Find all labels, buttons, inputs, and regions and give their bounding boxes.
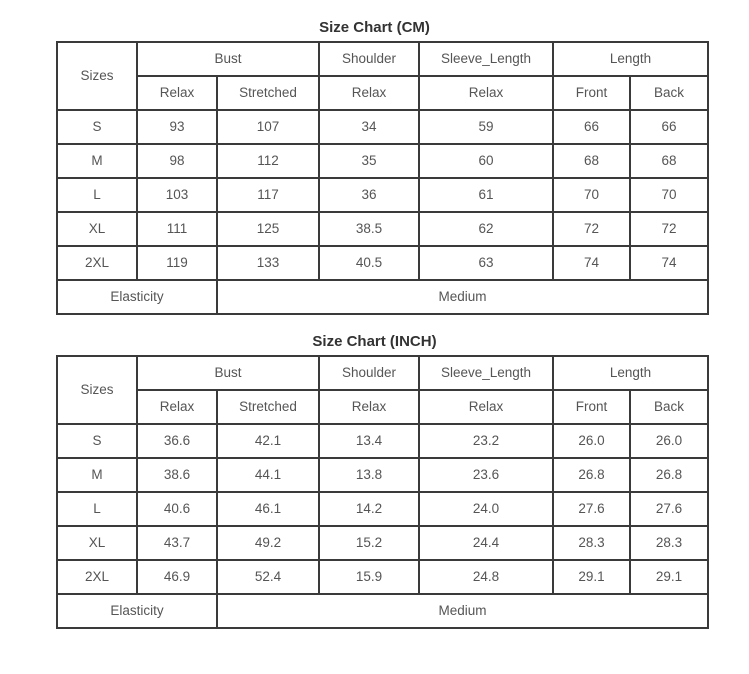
length-back-cell: 26.8 xyxy=(630,458,708,492)
subheader-row xyxy=(57,76,708,110)
shoulder-relax-subheader: Relax xyxy=(319,390,419,424)
bust-stretched-cell: 133 xyxy=(217,246,319,280)
bust-header: Bust xyxy=(137,356,319,390)
bust-stretched-cell: 42.1 xyxy=(217,424,319,458)
table-row xyxy=(57,246,708,280)
table-row xyxy=(57,178,708,212)
bust-stretched-cell: 46.1 xyxy=(217,492,319,526)
length-header: Length xyxy=(553,42,708,76)
sleeve-relax-subheader: Relax xyxy=(419,390,553,424)
bust-relax-cell: 119 xyxy=(137,246,217,280)
size-chart-inch-title: Size Chart (INCH) xyxy=(312,333,437,350)
sleeve-length-cell: 23.6 xyxy=(419,458,553,492)
bust-relax-cell: 98 xyxy=(137,144,217,178)
sleeve-length-cell: 23.2 xyxy=(419,424,553,458)
size-cell: L xyxy=(57,178,137,212)
length-front-cell: 26.8 xyxy=(553,458,630,492)
table-row xyxy=(57,144,708,178)
bust-relax-cell: 111 xyxy=(137,212,217,246)
sleeve-length-cell: 24.8 xyxy=(419,560,553,594)
size-cell: XL xyxy=(57,526,137,560)
bust-relax-subheader: Relax xyxy=(137,390,217,424)
shoulder-cell: 38.5 xyxy=(319,212,419,246)
bust-relax-cell: 93 xyxy=(137,110,217,144)
table-row xyxy=(57,560,708,594)
bust-stretched-cell: 117 xyxy=(217,178,319,212)
length-front-cell: 66 xyxy=(553,110,630,144)
length-front-cell: 26.0 xyxy=(553,424,630,458)
length-front-subheader: Front xyxy=(553,390,630,424)
elasticity-value: Medium xyxy=(217,594,708,628)
table-row xyxy=(57,492,708,526)
sleeve-length-cell: 59 xyxy=(419,110,553,144)
sleeve-length-cell: 60 xyxy=(419,144,553,178)
bust-stretched-cell: 112 xyxy=(217,144,319,178)
table-row xyxy=(57,212,708,246)
header-row xyxy=(57,356,708,390)
length-back-cell: 70 xyxy=(630,178,708,212)
subheader-row xyxy=(57,390,708,424)
size-cell: M xyxy=(57,144,137,178)
size-chart-cm-table xyxy=(56,41,709,315)
bust-stretched-cell: 125 xyxy=(217,212,319,246)
shoulder-header: Shoulder xyxy=(319,356,419,390)
sizes-header: Sizes xyxy=(57,356,137,424)
table-row xyxy=(57,458,708,492)
bust-stretched-cell: 107 xyxy=(217,110,319,144)
shoulder-cell: 35 xyxy=(319,144,419,178)
size-cell: L xyxy=(57,492,137,526)
shoulder-cell: 34 xyxy=(319,110,419,144)
bust-stretched-subheader: Stretched xyxy=(217,390,319,424)
sleeve-relax-subheader: Relax xyxy=(419,76,553,110)
length-back-cell: 26.0 xyxy=(630,424,708,458)
sizes-header: Sizes xyxy=(57,42,137,110)
length-back-cell: 68 xyxy=(630,144,708,178)
elasticity-row xyxy=(57,280,708,314)
length-front-subheader: Front xyxy=(553,76,630,110)
bust-stretched-subheader: Stretched xyxy=(217,76,319,110)
length-back-cell: 27.6 xyxy=(630,492,708,526)
elasticity-label: Elasticity xyxy=(57,280,217,314)
sleeve-length-cell: 24.4 xyxy=(419,526,553,560)
length-front-cell: 74 xyxy=(553,246,630,280)
size-chart-inch-table xyxy=(56,355,709,629)
length-front-cell: 70 xyxy=(553,178,630,212)
sleeve-length-cell: 24.0 xyxy=(419,492,553,526)
shoulder-cell: 15.2 xyxy=(319,526,419,560)
bust-relax-cell: 103 xyxy=(137,178,217,212)
size-chart-cm-title: Size Chart (CM) xyxy=(319,19,430,36)
bust-header: Bust xyxy=(137,42,319,76)
size-cell: 2XL xyxy=(57,560,137,594)
bust-relax-cell: 40.6 xyxy=(137,492,217,526)
size-cell: 2XL xyxy=(57,246,137,280)
shoulder-cell: 13.4 xyxy=(319,424,419,458)
sleeve-length-cell: 62 xyxy=(419,212,553,246)
sleeve-length-header: Sleeve_Length xyxy=(419,42,553,76)
elasticity-label: Elasticity xyxy=(57,594,217,628)
shoulder-relax-subheader: Relax xyxy=(319,76,419,110)
elasticity-row xyxy=(57,594,708,628)
shoulder-cell: 13.8 xyxy=(319,458,419,492)
length-front-cell: 28.3 xyxy=(553,526,630,560)
length-front-cell: 68 xyxy=(553,144,630,178)
bust-relax-cell: 46.9 xyxy=(137,560,217,594)
length-back-cell: 29.1 xyxy=(630,560,708,594)
length-back-subheader: Back xyxy=(630,390,708,424)
table-row xyxy=(57,110,708,144)
length-front-cell: 72 xyxy=(553,212,630,246)
bust-stretched-cell: 52.4 xyxy=(217,560,319,594)
length-front-cell: 27.6 xyxy=(553,492,630,526)
bust-stretched-cell: 44.1 xyxy=(217,458,319,492)
length-back-cell: 74 xyxy=(630,246,708,280)
size-cell: M xyxy=(57,458,137,492)
shoulder-cell: 36 xyxy=(319,178,419,212)
sleeve-length-cell: 63 xyxy=(419,246,553,280)
bust-relax-subheader: Relax xyxy=(137,76,217,110)
bust-stretched-cell: 49.2 xyxy=(217,526,319,560)
shoulder-header: Shoulder xyxy=(319,42,419,76)
length-back-cell: 28.3 xyxy=(630,526,708,560)
shoulder-cell: 14.2 xyxy=(319,492,419,526)
shoulder-cell: 15.9 xyxy=(319,560,419,594)
length-front-cell: 29.1 xyxy=(553,560,630,594)
header-row xyxy=(57,42,708,76)
length-back-cell: 72 xyxy=(630,212,708,246)
length-back-subheader: Back xyxy=(630,76,708,110)
sleeve-length-header: Sleeve_Length xyxy=(419,356,553,390)
length-back-cell: 66 xyxy=(630,110,708,144)
bust-relax-cell: 36.6 xyxy=(137,424,217,458)
elasticity-value: Medium xyxy=(217,280,708,314)
length-header: Length xyxy=(553,356,708,390)
bust-relax-cell: 38.6 xyxy=(137,458,217,492)
size-cell: S xyxy=(57,424,137,458)
size-cell: S xyxy=(57,110,137,144)
table-row xyxy=(57,526,708,560)
table-row xyxy=(57,424,708,458)
bust-relax-cell: 43.7 xyxy=(137,526,217,560)
sleeve-length-cell: 61 xyxy=(419,178,553,212)
size-cell: XL xyxy=(57,212,137,246)
shoulder-cell: 40.5 xyxy=(319,246,419,280)
